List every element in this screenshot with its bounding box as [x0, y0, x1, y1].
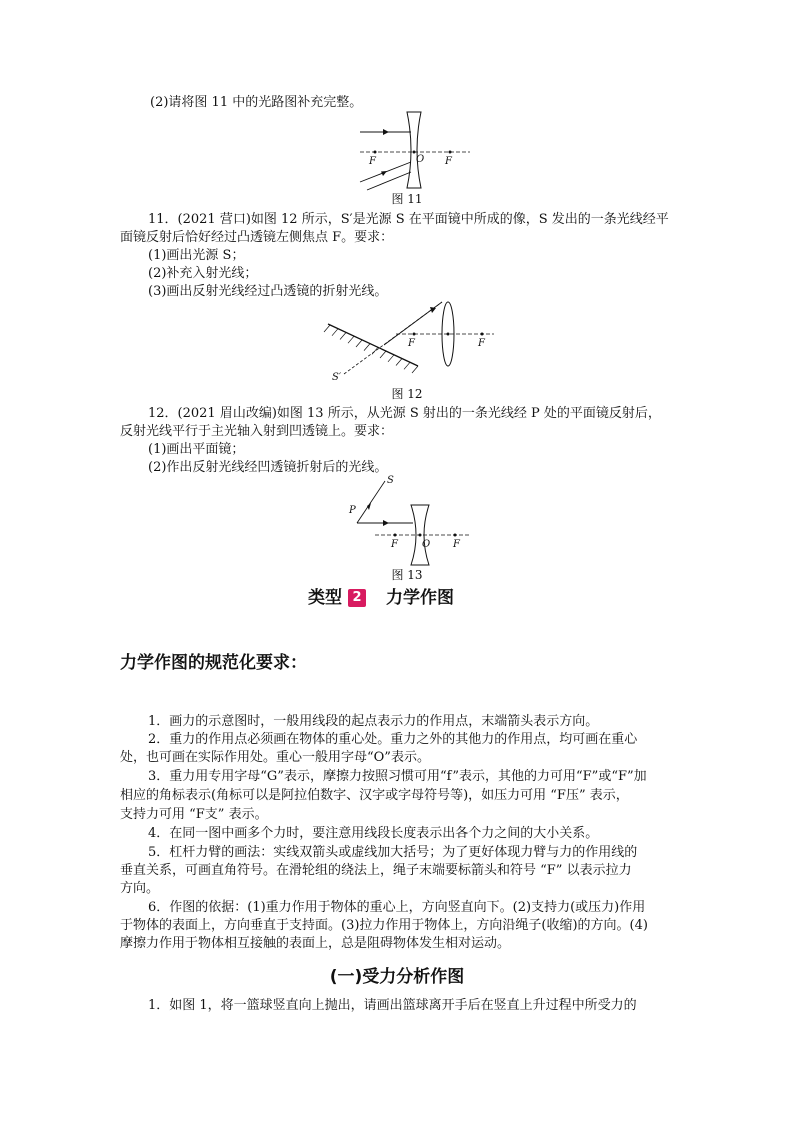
- fig13-f-right: F: [453, 539, 460, 550]
- fig13-f-left: F: [391, 539, 398, 550]
- fig13-o: O: [422, 539, 431, 550]
- type-heading-prefix: 类型: [308, 588, 342, 608]
- figure-13-caption: 图 13: [391, 568, 423, 582]
- problem-11-req1: (1)画出光源 S；: [148, 248, 245, 263]
- rule-2-line2: 处，也可画在实际作用处。重心一般用字母“O”表示。: [120, 750, 430, 765]
- rule-4: 4．在同一图中画多个力时，要注意用线段长度表示出各个力之间的大小关系。: [148, 826, 599, 841]
- figure-11-caption: 图 11: [391, 192, 423, 206]
- problem-12-line1: 12．(2021 眉山改编)如图 13 所示，从光源 S 射出的一条光线经 P 处的平面镜反射后，: [148, 406, 661, 421]
- fig11-f-right: F: [445, 156, 452, 167]
- rule-3-line2: 相应的角标表示(角标可以是阿拉伯数字、汉字或字母符号等)，如压力可用 “F压” 表示，: [120, 788, 629, 803]
- figure-13-diagram: [345, 475, 475, 565]
- problem-10-part2: (2)请将图 11 中的光路图补充完整。: [150, 95, 363, 110]
- fig13-s: S: [387, 475, 394, 486]
- figure-12-caption: 图 12: [391, 387, 423, 401]
- problem-11-line1: 11．(2021 营口)如图 12 所示，S′是光源 S 在平面镜中所成的像，S 发出的一条光线经平: [148, 212, 669, 227]
- type-heading: [308, 586, 454, 610]
- section-heading: (一)受力分析作图: [329, 967, 465, 987]
- problem-11-line2: 面镜反射后恰好经过凸透镜左侧焦点 F。要求：: [120, 230, 394, 245]
- rule-1: 1．画力的示意图时，一般用线段的起点表示力的作用点，末端箭头表示方向。: [148, 714, 599, 729]
- figure-11-diagram: [355, 110, 475, 190]
- rule-3-line3: 支持力可用 “F支” 表示。: [120, 807, 268, 822]
- rule-6-line3: 摩擦力作用于物体相互接触的表面上，总是阻碍物体发生相对运动。: [120, 936, 511, 951]
- rule-5-line1: 5．杠杆力臂的画法：实线双箭头或虚线加大括号；为了更好体现力臂与力的作用线的: [148, 845, 638, 860]
- rule-5-line3: 方向。: [120, 881, 160, 896]
- rule-3-line1: 3．重力用专用字母“G”表示，摩擦力按照习惯可用“f”表示，其他的力可用“F”或“F”加: [148, 769, 647, 784]
- fig13-p: P: [349, 505, 356, 516]
- norms-heading: 力学作图的规范化要求：: [120, 653, 307, 673]
- fig12-f-left: F: [408, 338, 415, 349]
- fig12-s-prime: S′: [332, 372, 342, 383]
- problem-12-req2: (2)作出反射光线经凹透镜折射后的光线。: [148, 460, 388, 475]
- rule-2-line1: 2．重力的作用点必须画在物体的重心处。重力之外的其他力的作用点，均可画在重心: [148, 732, 638, 747]
- fig11-o: O: [416, 154, 425, 165]
- rule-6-line1: 6．作图的依据：(1)重力作用于物体的重心上，方向竖直向下。(2)支持力(或压力)作用: [148, 900, 646, 915]
- rule-5-line2: 垂直关系，可画直角符号。在滑轮组的绕法上，绳子末端要标箭头和符号 “F” 以表示拉力: [120, 863, 632, 878]
- question-1: 1．如图 1，将一篮球竖直向上抛出，请画出篮球离开手后在竖直上升过程中所受力的: [148, 998, 637, 1013]
- problem-12-line2: 反射光线平行于主光轴入射到凹透镜上。要求：: [120, 424, 394, 439]
- type-heading-title: 力学作图: [386, 588, 454, 608]
- problem-11-req3: (3)画出反射光线经过凸透镜的折射光线。: [148, 284, 388, 299]
- fig11-f-left: F: [369, 156, 376, 167]
- fig12-f-right: F: [478, 338, 485, 349]
- problem-12-req1: (1)画出平面镜；: [148, 442, 245, 457]
- type-number-badge: 2: [348, 589, 366, 607]
- figure-12-diagram: [322, 300, 502, 385]
- rule-6-line2: 于物体的表面上，方向垂直于支持面。(3)拉力作用于物体上，方向沿绳子(收缩)的方向。(4): [120, 918, 648, 933]
- problem-11-req2: (2)补充入射光线；: [148, 266, 258, 281]
